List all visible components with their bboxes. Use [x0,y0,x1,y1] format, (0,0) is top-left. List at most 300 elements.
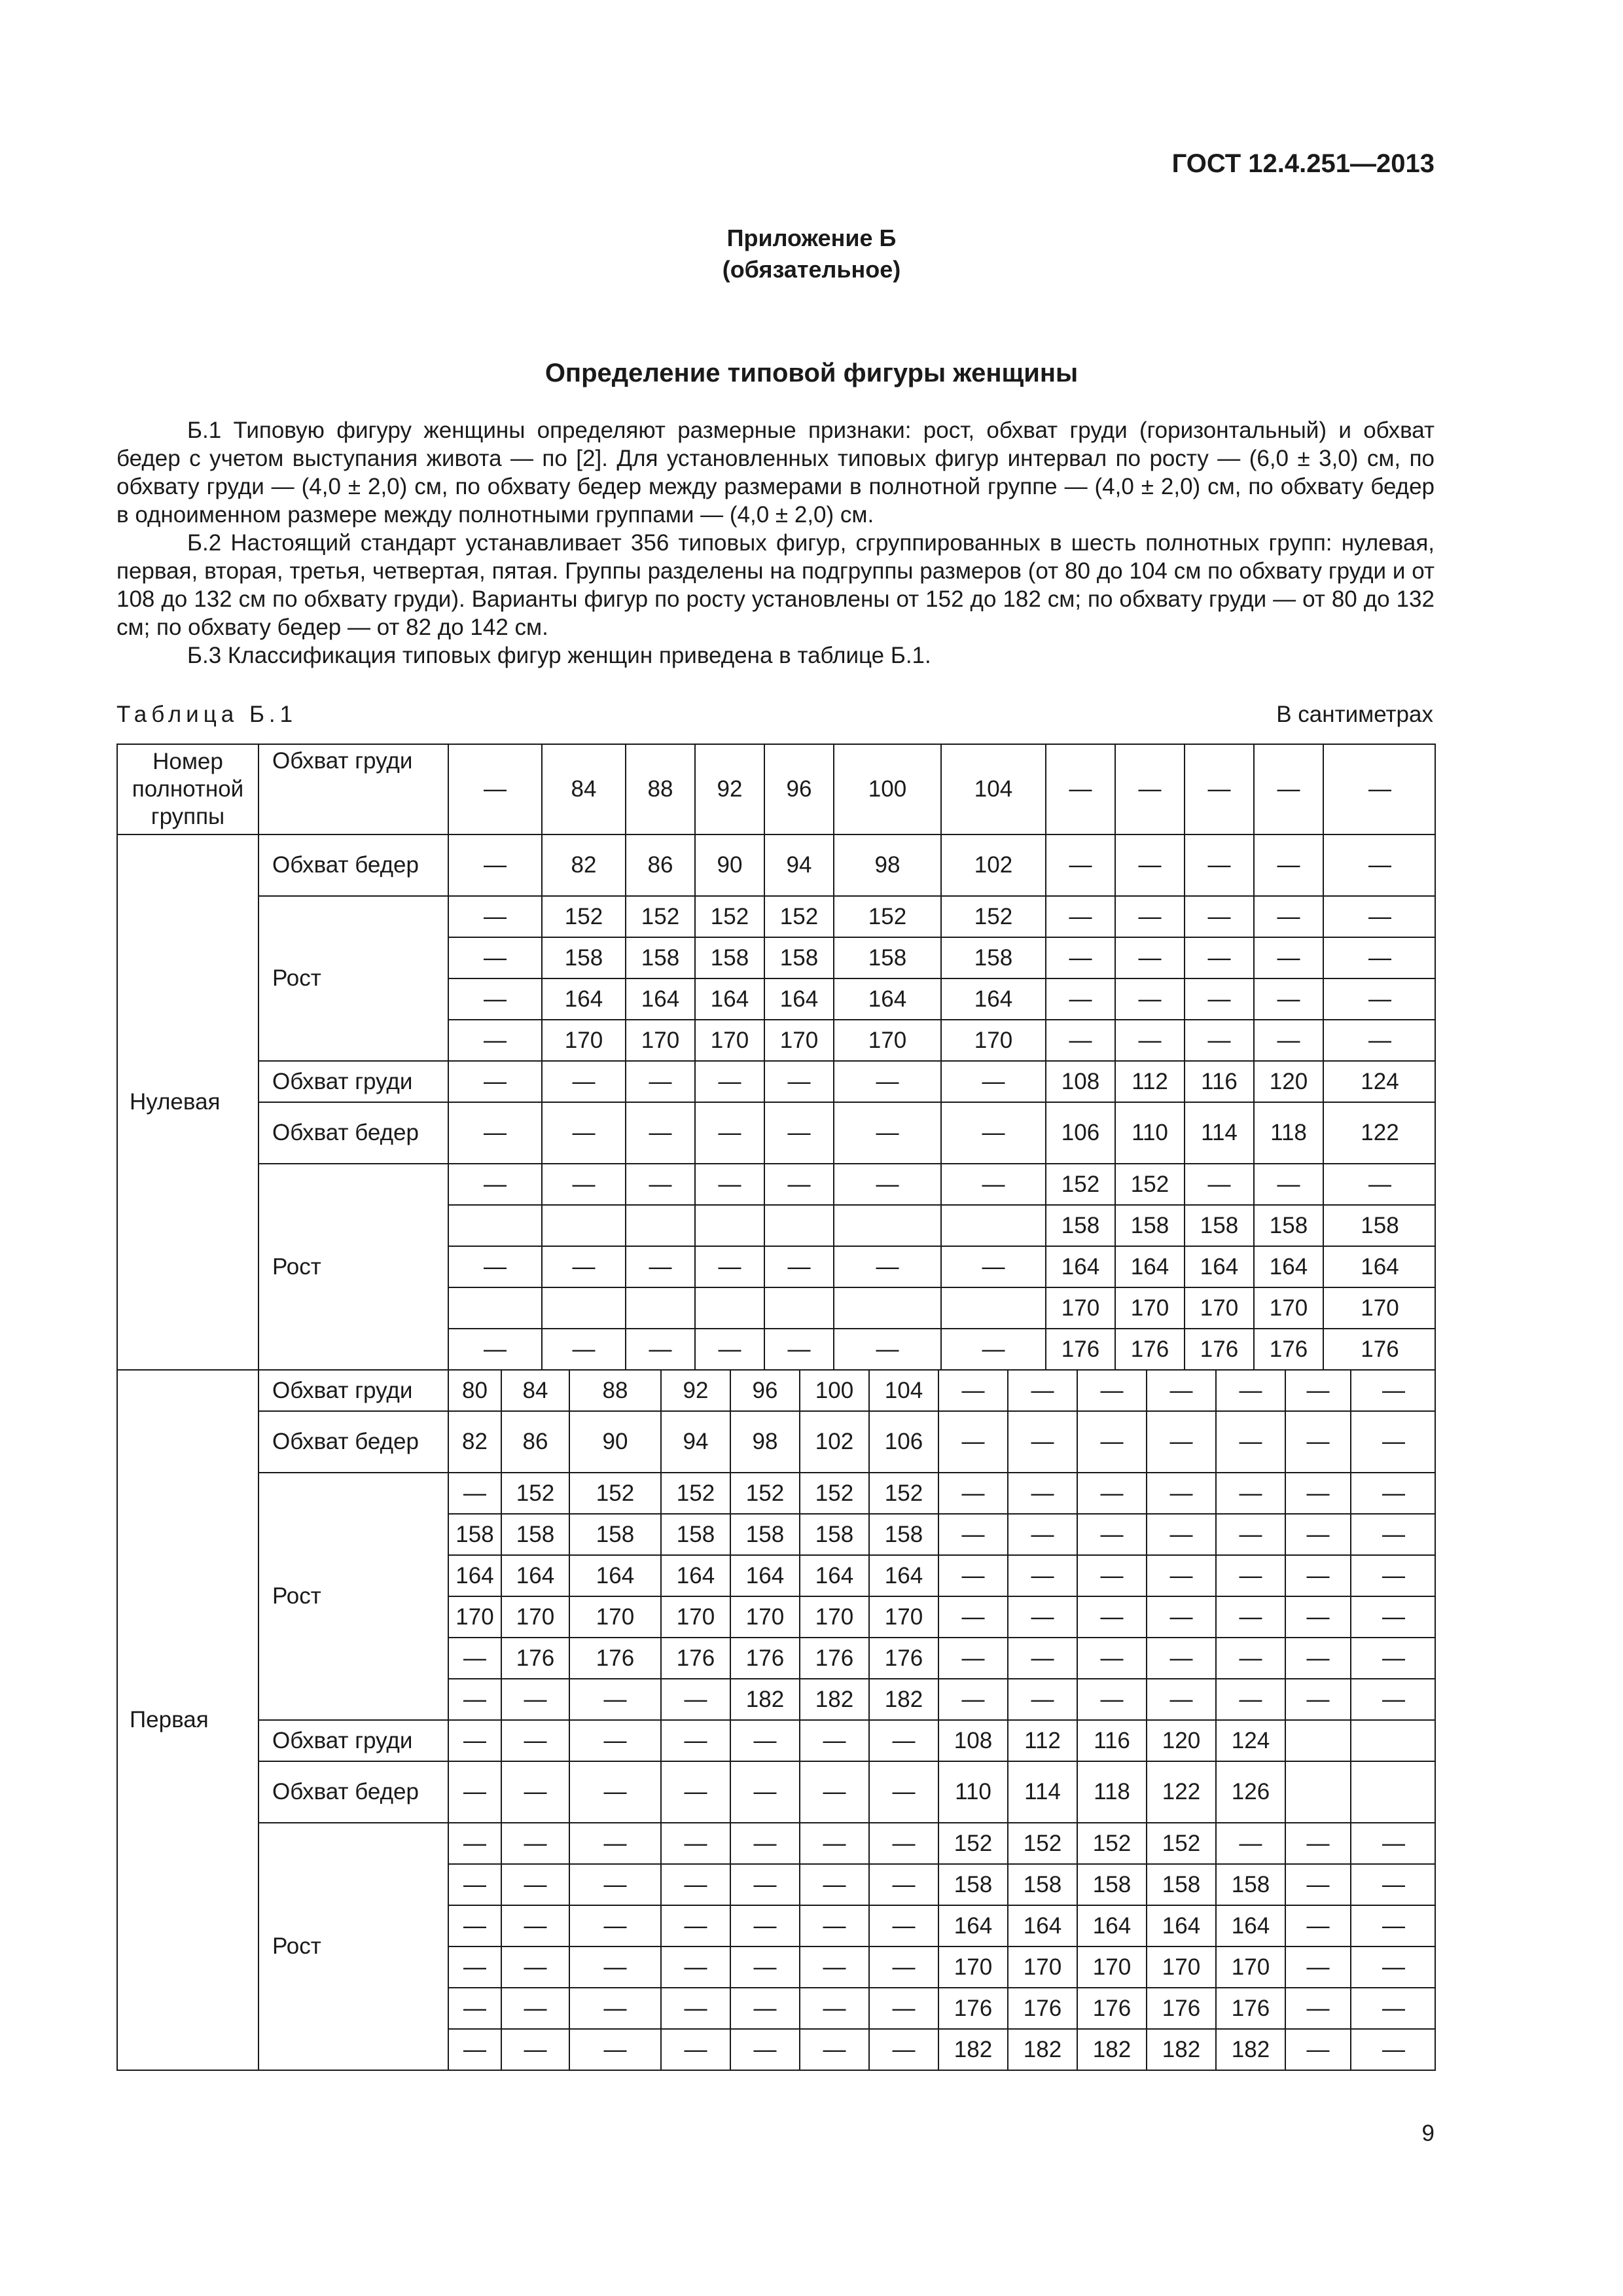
value-cell: — [1216,1473,1285,1513]
value-cell: — [869,1762,938,1822]
value-cell: — [449,2030,501,2070]
table-row [117,1473,1435,1514]
value-cell: — [1254,979,1323,1019]
value-cell: — [661,1988,730,2028]
value-cell: 170 [1216,1947,1285,1987]
value-cell: — [941,1103,1046,1163]
value-cell: — [1351,1515,1435,1554]
value-cell: — [661,1906,730,1946]
value-cell: 170 [1147,1947,1216,1987]
value-cell [1285,1762,1351,1822]
value-cell: 158 [1046,1206,1115,1246]
value-cell [941,1288,1046,1328]
value-cell: — [542,1164,626,1204]
value-cell: — [1285,1597,1351,1637]
value-cell: — [449,1473,501,1513]
value-cell: — [800,2030,869,2070]
value-cell: 84 [542,745,626,834]
value-cell: 152 [1077,1823,1147,1863]
value-cell: 170 [626,1020,695,1060]
value-cell: — [1285,1473,1351,1513]
value-cell: — [834,1247,941,1287]
value-cell: 176 [1185,1329,1254,1369]
value-cell: — [938,1679,1008,1719]
values-cell [448,1329,1435,1370]
value-cell [834,1206,941,1246]
value-cell: — [569,1865,661,1905]
value-cell: — [1185,835,1254,895]
value-cell: — [661,1721,730,1761]
value-cell: — [941,1062,1046,1102]
value-cell: — [1323,938,1435,978]
value-cell: 176 [1077,1988,1147,2028]
value-cell: 116 [1077,1721,1147,1761]
value-cell: 90 [695,835,764,895]
value-cell: — [1285,1412,1351,1472]
value-cell: 152 [938,1823,1008,1863]
value-cell: — [1077,1371,1147,1410]
value-cell [695,1206,764,1246]
paragraph-b1: Б.1 Типовую фигуру женщины определяют размерные признаки: рост, обхват груди (горизонтальный) и обхват бедер с учетом выступания живота — по [2]. Для установленных типовых фигур интервал по росту — (6,0 ± 3,0) см, по обхвату груди — (4,0 ± 2,0) см, по обхвату бедер между размерами в полнотной группе — (4,0 ± 2,0) см, по обхвату бедер в одноименном размере между полнотными группами — (4,0 ± 2,0) см. [116,418,1435,528]
annex-heading [0,223,1623,285]
value-cell: 176 [1323,1329,1435,1369]
section-title: Определение типовой фигуры женщины [544,359,1079,387]
row-label-chest: Обхват груди [259,1720,448,1761]
value-cell: 92 [661,1371,730,1410]
value-cell: 182 [1216,2030,1285,2070]
value-cell: 170 [695,1020,764,1060]
value-cell: 88 [569,1371,661,1410]
values-cell [448,1164,1435,1205]
table-row [117,1720,1435,1761]
value-cell: — [869,1865,938,1905]
value-cell: — [1323,897,1435,937]
value-cell: 152 [626,897,695,937]
value-cell: 158 [661,1515,730,1554]
value-cell: — [834,1164,941,1204]
value-cell: — [1115,979,1185,1019]
value-cell: — [834,1103,941,1163]
value-cell: 158 [941,938,1046,978]
value-cell: 182 [938,2030,1008,2070]
value-cell: 120 [1147,1721,1216,1761]
header-group-number: Номер полнотной группы [117,744,259,834]
value-cell: 158 [1216,1865,1285,1905]
value-cell: 164 [1077,1906,1147,1946]
value-cell: — [938,1473,1008,1513]
value-cell: 124 [1323,1062,1435,1102]
value-cell: — [1077,1412,1147,1472]
values-cell [448,1061,1435,1102]
value-cell: — [1216,1515,1285,1554]
value-cell: 86 [501,1412,569,1472]
value-cell: 164 [1008,1906,1077,1946]
value-cell: — [501,1988,569,2028]
value-cell: — [938,1412,1008,1472]
value-cell: 176 [800,1638,869,1678]
values-cell [448,1411,1435,1473]
value-cell: 182 [1077,2030,1147,2070]
value-cell: 102 [941,835,1046,895]
table-row [117,1102,1435,1164]
value-cell: — [1185,938,1254,978]
value-cell: — [1285,1988,1351,2028]
value-cell: 158 [1323,1206,1435,1246]
value-cell [1285,1721,1351,1761]
value-cell: 152 [501,1473,569,1513]
value-cell: — [542,1247,626,1287]
value-cell: 170 [938,1947,1008,1987]
value-cell: 86 [626,835,695,895]
value-cell: — [661,2030,730,2070]
value-cell: 152 [542,897,626,937]
value-cell: — [501,1762,569,1822]
value-cell: — [1077,1679,1147,1719]
value-cell: — [869,1988,938,2028]
value-cell: 164 [1185,1247,1254,1287]
value-cell: — [941,1247,1046,1287]
value-cell: 170 [1323,1288,1435,1328]
value-cell: — [1008,1597,1077,1637]
value-cell: — [542,1103,626,1163]
value-cell: 170 [501,1597,569,1637]
value-cell: 112 [1008,1721,1077,1761]
value-cell: 176 [730,1638,800,1678]
value-cell: — [569,1947,661,1987]
value-cell: — [1285,1947,1351,1987]
value-cell: — [1008,1515,1077,1554]
value-cell: 106 [1046,1103,1115,1163]
value-cell: — [1046,1020,1115,1060]
value-cell: 152 [1008,1823,1077,1863]
value-cell: — [501,1906,569,1946]
row-label-height: Рост [259,1164,448,1370]
value-cell: — [1351,1556,1435,1596]
value-cell: — [1351,1947,1435,1987]
value-cell: 170 [1077,1947,1147,1987]
value-cell: — [730,1988,800,2028]
value-cell: — [800,1721,869,1761]
value-cell: — [501,1947,569,1987]
value-cell: — [1008,1679,1077,1719]
table-row [117,896,1435,937]
value-cell: — [941,1164,1046,1204]
value-cell: — [730,1947,800,1987]
value-cell: — [1046,835,1115,895]
value-cell: — [764,1247,834,1287]
value-cell: — [938,1371,1008,1410]
value-cell: — [1254,835,1323,895]
value-cell: — [449,1062,542,1102]
value-cell: — [1147,1679,1216,1719]
value-cell: — [1285,1823,1351,1863]
value-cell: 90 [569,1412,661,1472]
value-cell: 106 [869,1412,938,1472]
value-cell: — [542,1329,626,1369]
value-cell: 164 [661,1556,730,1596]
value-cell: 164 [1147,1906,1216,1946]
value-cell: 152 [800,1473,869,1513]
value-cell: 98 [834,835,941,895]
value-cell: — [1351,1371,1435,1410]
value-cell: — [869,1823,938,1863]
table-row [117,1761,1435,1823]
value-cell: — [1285,1638,1351,1678]
paragraph-b3: Б.3 Классификация типовых фигур женщин приведена в таблице Б.1. [187,643,931,668]
annex-status: (обязательное) [722,256,901,283]
value-cell: — [730,1906,800,1946]
value-cell: 158 [1115,1206,1185,1246]
value-cell [834,1288,941,1328]
table-row [117,834,1435,896]
value-cell: — [1254,1020,1323,1060]
value-cell [941,1206,1046,1246]
value-cell: 176 [1008,1988,1077,2028]
value-cell: 164 [938,1906,1008,1946]
row-label-chest: Обхват груди [259,1370,448,1411]
table-row [117,1164,1435,1205]
value-cell: 88 [626,745,695,834]
value-cell: 170 [764,1020,834,1060]
value-cell: — [449,1823,501,1863]
value-cell: — [449,1865,501,1905]
value-cell: — [1147,1371,1216,1410]
value-cell: 164 [695,979,764,1019]
value-cell: — [661,1823,730,1863]
value-cell: — [1216,1556,1285,1596]
values-cell [448,1246,1435,1287]
value-cell: 92 [695,745,764,834]
value-cell: 122 [1323,1103,1435,1163]
value-cell: 170 [449,1597,501,1637]
value-cell: — [1216,1412,1285,1472]
value-cell: — [449,1164,542,1204]
value-cell: 170 [800,1597,869,1637]
value-cell: — [869,1906,938,1946]
values-cell [448,1555,1435,1596]
value-cell: — [1285,1515,1351,1554]
value-cell [449,1288,542,1328]
value-cell: 164 [869,1556,938,1596]
value-cell [1351,1721,1435,1761]
value-cell: — [569,1906,661,1946]
value-cell: 124 [1216,1721,1285,1761]
value-cell: — [449,1103,542,1163]
document-code: ГОСТ 12.4.251—2013 [1171,149,1435,178]
value-cell: 152 [730,1473,800,1513]
value-cell: — [449,745,542,834]
value-cell: — [1323,835,1435,895]
value-cell: 170 [1046,1288,1115,1328]
values-cell [448,834,1435,896]
value-cell: — [626,1247,695,1287]
value-cell: 170 [730,1597,800,1637]
page-number: 9 [1421,2121,1435,2146]
value-cell: — [938,1515,1008,1554]
value-cell: — [938,1556,1008,1596]
value-cell: 82 [449,1412,501,1472]
values-cell [448,1473,1435,1514]
values-cell [448,1761,1435,1823]
annex-title: Приложение Б [726,224,897,251]
values-cell [448,1287,1435,1329]
value-cell: 176 [661,1638,730,1678]
values-cell [448,978,1435,1020]
values-cell [448,1864,1435,1905]
value-cell: — [1185,745,1254,834]
value-cell [542,1206,626,1246]
value-cell: — [449,1762,501,1822]
value-cell: 152 [834,897,941,937]
value-cell: — [834,1062,941,1102]
value-cell: 158 [542,938,626,978]
table-units: В сантиметрах [1276,702,1433,727]
value-cell: — [800,1823,869,1863]
values-cell [448,1720,1435,1761]
value-cell: — [1285,1865,1351,1905]
value-cell: — [1046,979,1115,1019]
value-cell: — [1254,897,1323,937]
value-cell: — [730,2030,800,2070]
value-cell [449,1206,542,1246]
value-cell: — [449,897,542,937]
row-label-hips: Обхват бедер [259,1761,448,1823]
value-cell: 152 [695,897,764,937]
value-cell: — [449,1247,542,1287]
value-cell: — [1351,1906,1435,1946]
value-cell: 164 [1046,1247,1115,1287]
values-cell [448,1905,1435,1946]
value-cell: — [449,835,542,895]
value-cell: — [1046,745,1115,834]
value-cell: — [695,1103,764,1163]
values-cell [448,1020,1435,1061]
value-cell: — [542,1062,626,1102]
value-cell: — [1351,1823,1435,1863]
value-cell: — [1323,979,1435,1019]
value-cell: — [1351,1638,1435,1678]
value-cell: — [1351,1412,1435,1472]
values-cell [448,1638,1435,1679]
value-cell: 152 [1147,1823,1216,1863]
value-cell: — [1216,1823,1285,1863]
value-cell: — [1323,1164,1435,1204]
value-cell: 158 [1077,1865,1147,1905]
value-cell: 170 [1008,1947,1077,1987]
value-cell: — [1008,1556,1077,1596]
group-name-cell: Нулевая [117,834,259,1370]
value-cell: 126 [1216,1762,1285,1822]
value-cell: — [449,1906,501,1946]
value-cell: 164 [542,979,626,1019]
value-cell: — [501,1721,569,1761]
value-cell: — [1216,1638,1285,1678]
value-cell: — [501,1865,569,1905]
value-cell: — [626,1062,695,1102]
value-cell: 152 [569,1473,661,1513]
value-cell: — [1254,745,1323,834]
value-cell [695,1288,764,1328]
table-caption: Таблица Б.1 [116,702,298,727]
value-cell: — [569,1823,661,1863]
values-cell [448,1514,1435,1555]
value-cell: — [730,1762,800,1822]
value-cell: 164 [1323,1247,1435,1287]
value-cell: — [661,1762,730,1822]
values-cell [448,1823,1435,1864]
value-cell: — [1285,1371,1351,1410]
value-cell: 176 [1046,1329,1115,1369]
value-cell: — [1216,1679,1285,1719]
value-cell: — [626,1329,695,1369]
value-cell: 80 [449,1371,501,1410]
value-cell: 164 [501,1556,569,1596]
value-cell: — [1185,1020,1254,1060]
value-cell: 182 [800,1679,869,1719]
value-cell: — [730,1865,800,1905]
value-cell: 170 [1254,1288,1323,1328]
value-cell: — [800,1762,869,1822]
value-cell: — [869,1721,938,1761]
values-cell [448,744,1435,834]
value-cell: 176 [1254,1329,1323,1369]
value-cell: 182 [869,1679,938,1719]
value-cell: — [764,1062,834,1102]
value-cell: 104 [941,745,1046,834]
value-cell: — [730,1823,800,1863]
value-cell: 182 [1008,2030,1077,2070]
value-cell: — [800,1906,869,1946]
row-label-hips: Обхват бедер [259,834,448,896]
value-cell: — [1147,1473,1216,1513]
value-cell: — [1046,897,1115,937]
value-cell: — [1147,1638,1216,1678]
value-cell: 170 [661,1597,730,1637]
values-cell [448,1988,1435,2029]
value-cell: 182 [730,1679,800,1719]
value-cell: 122 [1147,1762,1216,1822]
value-cell: — [1046,938,1115,978]
value-cell: — [1077,1556,1147,1596]
value-cell: 158 [449,1515,501,1554]
value-cell: 182 [1147,2030,1216,2070]
values-cell [448,1370,1435,1411]
value-cell: — [695,1062,764,1102]
value-cell: — [1351,2030,1435,2070]
value-cell: 170 [569,1597,661,1637]
value-cell: — [1216,1371,1285,1410]
table-row [117,744,1435,834]
value-cell [626,1288,695,1328]
value-cell: — [1351,1597,1435,1637]
value-cell: — [834,1329,941,1369]
value-cell: — [449,1679,501,1719]
value-cell: — [764,1103,834,1163]
value-cell: 164 [1254,1247,1323,1287]
value-cell: 176 [1216,1988,1285,2028]
value-cell: — [1147,1556,1216,1596]
value-cell: 98 [730,1412,800,1472]
value-cell: — [800,1988,869,2028]
value-cell: 94 [764,835,834,895]
value-cell: — [1185,897,1254,937]
value-cell: 108 [1046,1062,1115,1102]
value-cell: 158 [764,938,834,978]
value-cell: 152 [1115,1164,1185,1204]
value-cell: — [1147,1515,1216,1554]
value-cell [1351,1762,1435,1822]
value-cell: 158 [501,1515,569,1554]
